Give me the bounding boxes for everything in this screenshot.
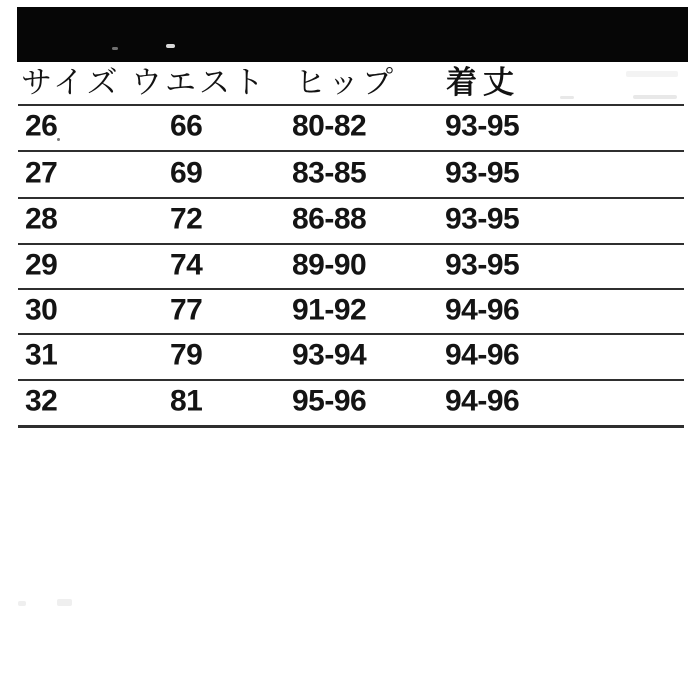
header-cell-size: サイズ: [21, 65, 121, 100]
cell-hip: 80-82: [292, 109, 367, 143]
scan-noise: [57, 599, 72, 606]
table-row: [18, 152, 684, 199]
table-row: [18, 106, 684, 152]
cell-waist: 69: [170, 155, 203, 189]
cell-length: 94-96: [445, 338, 520, 372]
size-table: [18, 104, 684, 428]
scan-noise: [18, 601, 26, 606]
header-cell-waist: ウエスト: [131, 65, 267, 100]
cell-hip: 89-90: [292, 247, 367, 281]
cell-size: 32: [25, 384, 58, 418]
cell-waist: 74: [170, 247, 203, 281]
cell-length: 93-95: [445, 247, 520, 281]
header-cell-length: 着丈: [446, 65, 520, 100]
cell-waist: 66: [170, 109, 203, 143]
header-cell-hip: ヒップ: [295, 65, 397, 100]
cell-hip: 86-88: [292, 202, 367, 236]
scan-speck: [166, 44, 175, 48]
scan-noise: [57, 138, 60, 141]
scan-noise: [626, 71, 678, 77]
cell-size: 31: [25, 338, 58, 372]
table-row: [18, 245, 684, 290]
cell-size: 26: [25, 109, 58, 143]
cell-length: 94-96: [445, 384, 520, 418]
cell-length: 93-95: [445, 109, 520, 143]
cell-size: 28: [25, 202, 58, 236]
cell-length: 93-95: [445, 155, 520, 189]
table-row: [18, 381, 684, 428]
cell-hip: 95-96: [292, 384, 367, 418]
cell-hip: 83-85: [292, 155, 367, 189]
cell-size: 30: [25, 292, 58, 326]
top-black-banner: [17, 7, 688, 62]
cell-length: 94-96: [445, 292, 520, 326]
cell-waist: 77: [170, 292, 203, 326]
cell-size: 29: [25, 247, 58, 281]
cell-waist: 81: [170, 384, 203, 418]
scan-noise: [560, 96, 574, 99]
table-row: [18, 335, 684, 381]
scan-noise: [633, 95, 677, 99]
cell-size: 27: [25, 155, 58, 189]
cell-length: 93-95: [445, 202, 520, 236]
table-header-row: [0, 62, 700, 104]
cell-hip: 93-94: [292, 338, 367, 372]
cell-hip: 91-92: [292, 292, 367, 326]
table-row: [18, 199, 684, 245]
cell-waist: 79: [170, 338, 203, 372]
scan-speck: [112, 47, 118, 50]
cell-waist: 72: [170, 202, 203, 236]
table-row: [18, 290, 684, 335]
